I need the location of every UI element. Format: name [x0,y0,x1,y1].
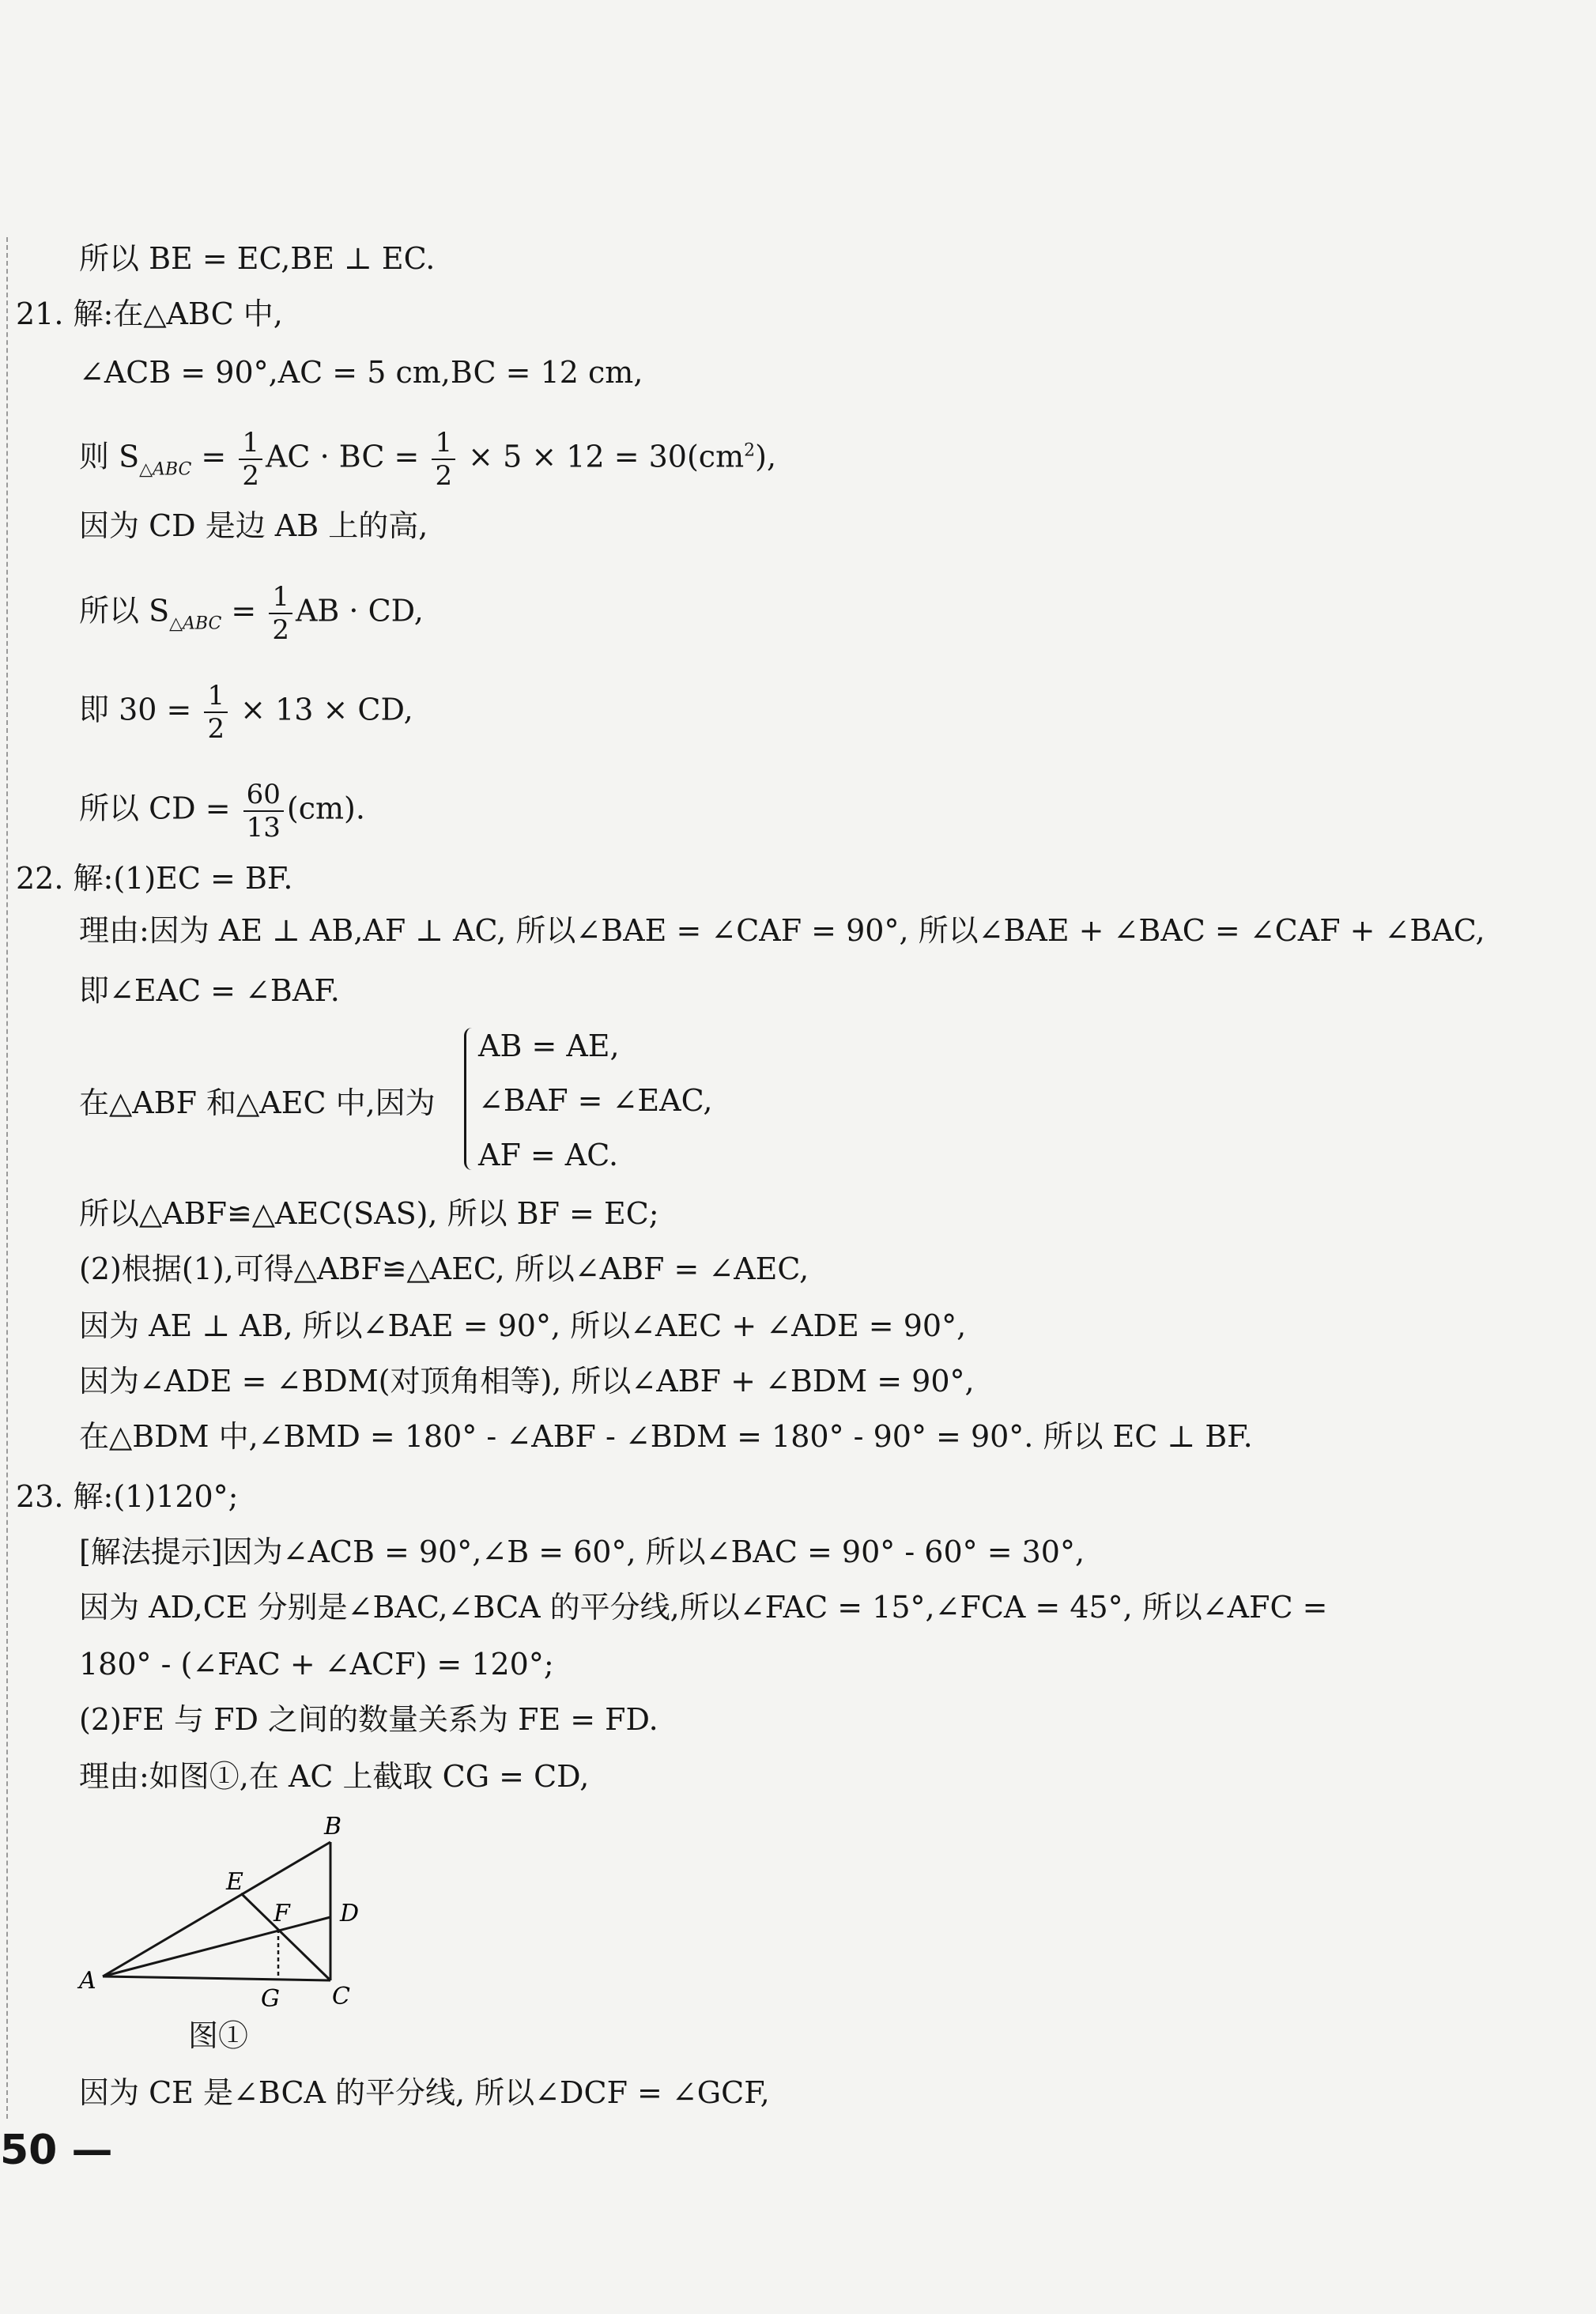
triangle-figure [71,1810,387,2016]
system-equation: ∠BAF = ∠EAC, [478,1083,713,1118]
text-line: 180° - (∠FAC + ∠ACF) = 120°; [79,1647,554,1682]
text-line: 所以△ABF≌△AEC(SAS), 所以 BF = EC; [79,1196,659,1231]
binding-margin-dashed-line [6,237,8,2119]
text-line: 所以 BE = EC,BE ⊥ EC. [79,241,436,276]
segment-AB [103,1842,330,1976]
question-21-heading: 21. 解:在△ABC 中, [16,296,283,331]
system-equation: AF = AC. [478,1138,619,1172]
fraction: $\frac{1}{2}$ [269,581,292,646]
text-line: 理由:因为 AE ⊥ AB,AF ⊥ AC, 所以∠BAE = ∠CAF = 90°, 所以∠BAE + ∠BAC = ∠CAF + ∠BAC, [79,913,1485,948]
figure-caption: 图① [188,2018,249,2053]
text-line: 因为 AD,CE 分别是∠BAC,∠BCA 的平分线,所以∠FAC = 15°,∠FCA = 45°, 所以∠AFC = [79,1590,1328,1625]
equation-line: 即 30 = $\frac{1}{2}$ × 13 × CD, [79,680,413,745]
text-line: 因为 AE ⊥ AB, 所以∠BAE = 90°, 所以∠AEC + ∠ADE = 90°, [79,1308,967,1343]
question-22-heading: 22. 解:(1)EC = BF. [16,861,293,896]
text-line: 因为 CD 是边 AB 上的高, [79,508,428,543]
fraction: $\frac{1}{2}$ [204,680,228,745]
fraction: $\frac{1}{2}$ [239,427,262,492]
area-formula-line: 所以 $S_{\triangle ABC}$ = $\frac{1}{2}$ AB · CD, [79,581,424,646]
question-23-heading: 23. 解:(1)120°; [16,1479,239,1514]
segment-AC [103,1976,330,1980]
text-line: (2)根据(1),可得△ABF≌△AEC, 所以∠ABF = ∠AEC, [79,1251,809,1286]
text-line: 因为 CE 是∠BCA 的平分线, 所以∠DCF = ∠GCF, [79,2075,770,2110]
text-line: 因为∠ADE = ∠BDM(对顶角相等), 所以∠ABF + ∠BDM = 90°, [79,1364,975,1399]
system-equation: AB = AE, [478,1029,620,1063]
text-line: (2)FE 与 FD 之间的数量关系为 FE = FD. [79,1702,658,1737]
label-B: B [324,1813,342,1840]
label-C: C [332,1983,350,2010]
label-A: A [79,1967,96,1995]
text-line: 在△BDM 中,∠BMD = 180° - ∠ABF - ∠BDM = 180° - 90° = 90°. 所以 EC ⊥ BF. [79,1419,1253,1454]
text-line: 理由:如图①,在 AC 上截取 CG = CD, [79,1759,590,1794]
label-G: G [261,1985,280,2013]
page-number: 50 — [0,2127,113,2174]
text-line: 在△ABF 和△AEC 中,因为 [79,1085,436,1120]
label-D: D [340,1900,360,1927]
text-line: ∠ACB = 90°,AC = 5 cm,BC = 12 cm, [79,355,643,390]
equation-line: 所以 CD = $\frac{60}{13}$ (cm). [79,779,365,844]
area-formula-line: 则 $S_{\triangle ABC}$ = $\frac{1}{2}$ AC · BC = $\frac{1}{2}$ × $5 \times 12 = 30(cm^2)$, [79,427,777,492]
fraction: $\frac{1}{2}$ [432,427,455,492]
label-F: F [274,1900,290,1927]
text-line: 即∠EAC = ∠BAF. [79,973,340,1008]
fraction: $\frac{60}{13}$ [243,779,284,844]
label-E: E [226,1868,243,1896]
text-line: [解法提示]因为∠ACB = 90°,∠B = 60°, 所以∠BAC = 90° - 60° = 30°, [79,1534,1085,1569]
equation-system-brace [464,1028,476,1170]
